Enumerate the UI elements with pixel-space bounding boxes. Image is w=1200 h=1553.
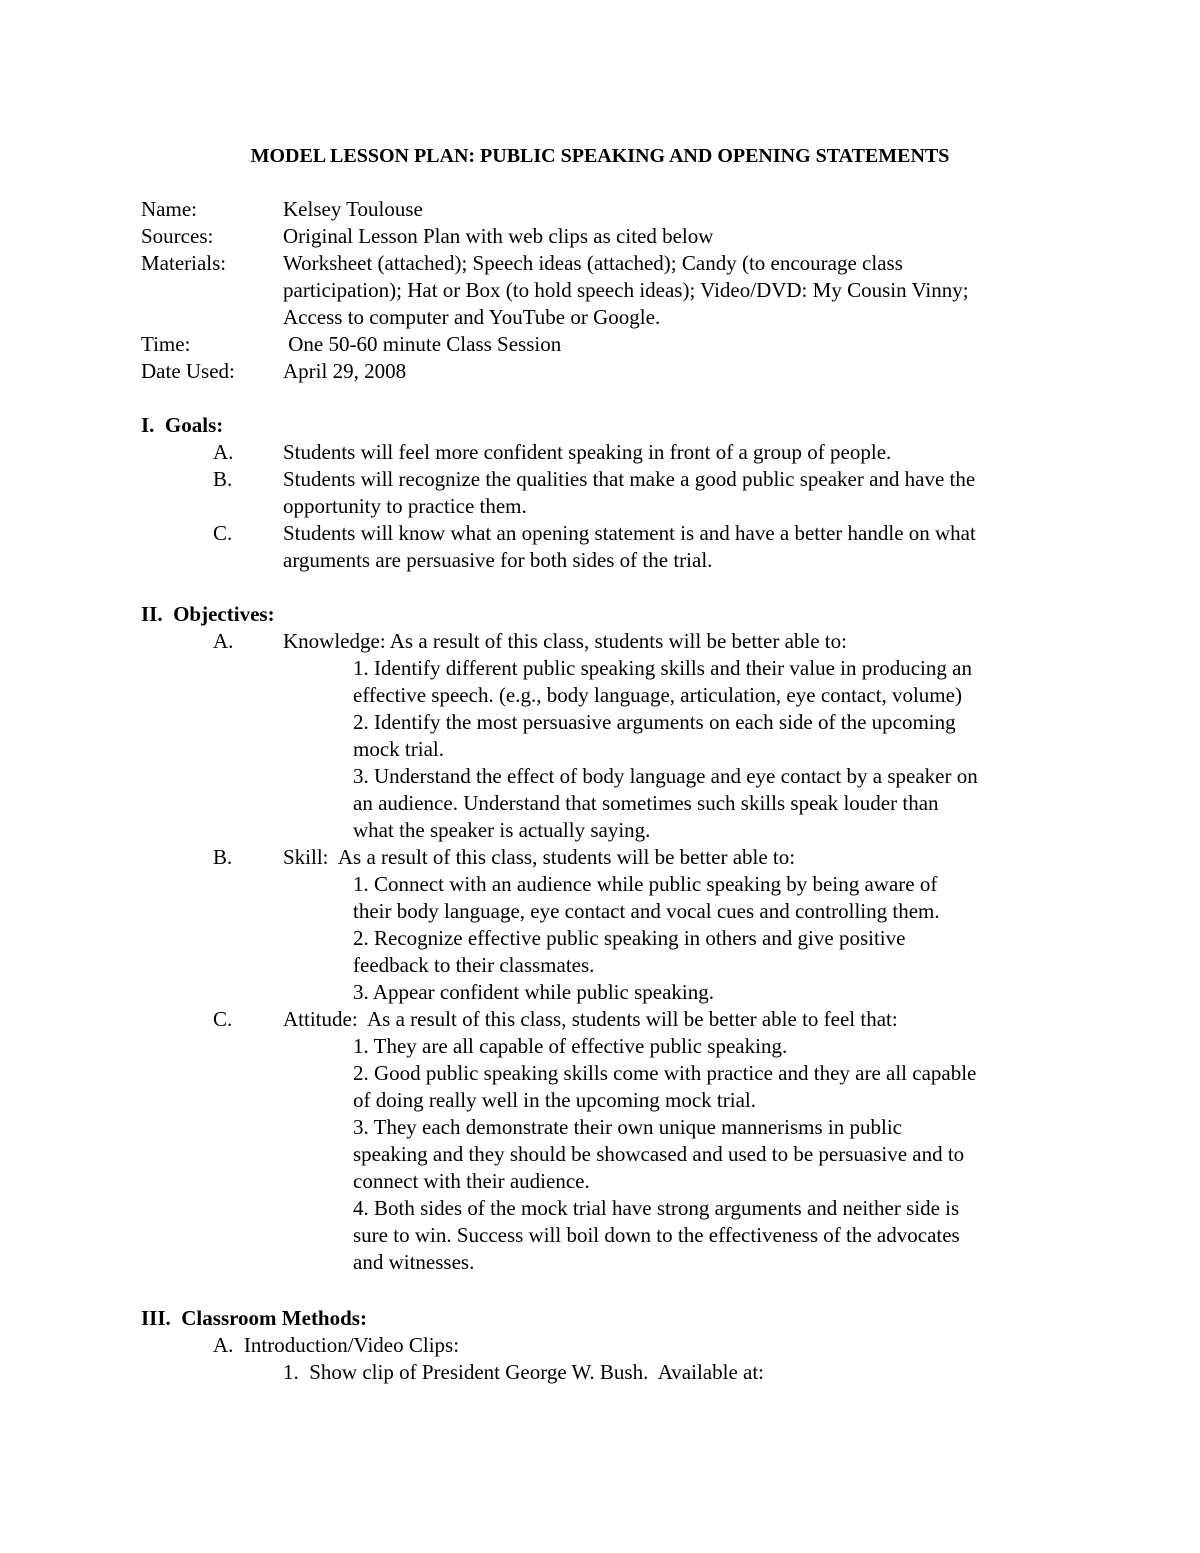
objective-item-skill [141,844,1071,871]
info-value-line: Access to computer and YouTube or Google. [283,305,661,329]
item-line: arguments are persuasive for both sides of the trial. [283,548,713,572]
item-line: Students will know what an opening statement is and have a better handle on what [283,521,976,545]
goals-section [141,412,1071,574]
sub-item-line: 1. Connect with an audience while public speaking by being aware of [353,872,938,896]
sub-item-line: effective speech. (e.g., body language, articulation, eye contact, volume) [353,683,962,707]
info-row-time [141,331,1071,358]
info-label: Materials: [141,251,227,275]
sub-item [141,1195,1071,1276]
sub-item [141,709,1071,763]
sub-item-line: feedback to their classmates. [353,953,595,977]
sub-item [141,763,1071,844]
info-value: Original Lesson Plan with web clips as cited below [283,224,714,248]
sub-item-line: 2. Identify the most persuasive arguments on each side of the upcoming [353,710,956,734]
item-letter: A. [213,440,234,464]
sub-item-line: 3. Understand the effect of body language and eye contact by a speaker on [353,764,978,788]
objective-item-attitude [141,1006,1071,1033]
sub-item-line: sure to win. Success will boil down to the effectiveness of the advocates [353,1223,960,1247]
info-label: Sources: [141,224,214,248]
objectives-section [141,601,1071,1276]
item-line: opportunity to practice them. [283,494,527,518]
sub-item [141,871,1071,925]
info-row-materials [141,250,1071,331]
sub-item-line: 2. Good public speaking skills come with practice and they are all capable [353,1061,977,1085]
info-label: Date Used: [141,359,235,383]
sub-item-line: their body language, eye contact and vocal cues and controlling them. [353,899,940,923]
info-label: Name: [141,197,197,221]
method-sub-item-1: 1. Show clip of President George W. Bush. Available at: [283,1360,765,1384]
sub-item-line: mock trial. [353,737,444,761]
sub-item-line: 1. They are all capable of effective public speaking. [353,1034,788,1058]
objective-item-knowledge [141,628,1071,655]
classroom-methods-section [141,1305,1071,1386]
item-letter: B. [213,467,233,491]
goal-item-b [141,466,1071,520]
sub-item-line: and witnesses. [353,1250,475,1274]
item-line: Attitude: As a result of this class, students will be better able to feel that: [283,1007,898,1031]
info-value: One 50-60 minute Class Session [283,332,562,356]
info-value-line: Worksheet (attached); Speech ideas (attached); Candy (to encourage class [283,251,903,275]
sub-item [141,1033,1071,1060]
info-label: Time: [141,332,191,356]
sub-item-line: 3. They each demonstrate their own unique mannerisms in public [353,1115,902,1139]
item-line: Students will feel more confident speaking in front of a group of people. [283,440,892,464]
item-letter: C. [213,1007,233,1031]
item-line: Students will recognize the qualities that make a good public speaker and have the [283,467,976,491]
item-letter: A. [213,629,234,653]
sub-item-line: speaking and they should be showcased and used to be persuasive and to [353,1142,965,1166]
sub-item-line: 1. Identify different public speaking skills and their value in producing an [353,656,972,680]
sub-item-line: 3. Appear confident while public speaking. [353,980,714,1004]
info-value: April 29, 2008 [283,359,407,383]
item-line: Knowledge: As a result of this class, students will be better able to: [283,629,847,653]
sub-item [141,655,1071,709]
section-heading: II. Objectives: [141,602,275,626]
item-letter: B. [213,845,233,869]
info-row-date-used [141,358,1071,385]
sub-item-line: of doing really well in the upcoming mock trial. [353,1088,756,1112]
info-value-line: participation); Hat or Box (to hold speech ideas); Video/DVD: My Cousin Vinny; [283,278,969,302]
goal-item-c [141,520,1071,574]
sub-item-line: 2. Recognize effective public speaking in others and give positive [353,926,906,950]
item-letter: C. [213,521,233,545]
item-line: Skill: As a result of this class, students will be better able to: [283,845,796,869]
info-value: Kelsey Toulouse [283,197,423,221]
method-item-a: A. Introduction/Video Clips: [213,1333,460,1357]
document-title: MODEL LESSON PLAN: PUBLIC SPEAKING AND OPENING STATEMENTS [250,145,950,167]
section-heading: I. Goals: [141,413,224,437]
goal-item-a [141,439,1071,466]
sub-item [141,979,1071,1006]
sub-item [141,925,1071,979]
info-row-name [141,196,1071,223]
info-row-sources [141,223,1071,250]
sub-item [141,1060,1071,1114]
sub-item [141,1114,1071,1195]
sub-item-line: 4. Both sides of the mock trial have strong arguments and neither side is [353,1196,960,1220]
sub-item-line: an audience. Understand that sometimes such skills speak louder than [353,791,939,815]
sub-item-line: what the speaker is actually saying. [353,818,651,842]
lesson-info-block [141,196,1071,385]
sub-item-line: connect with their audience. [353,1169,590,1193]
section-heading: III. Classroom Methods: [141,1306,367,1330]
